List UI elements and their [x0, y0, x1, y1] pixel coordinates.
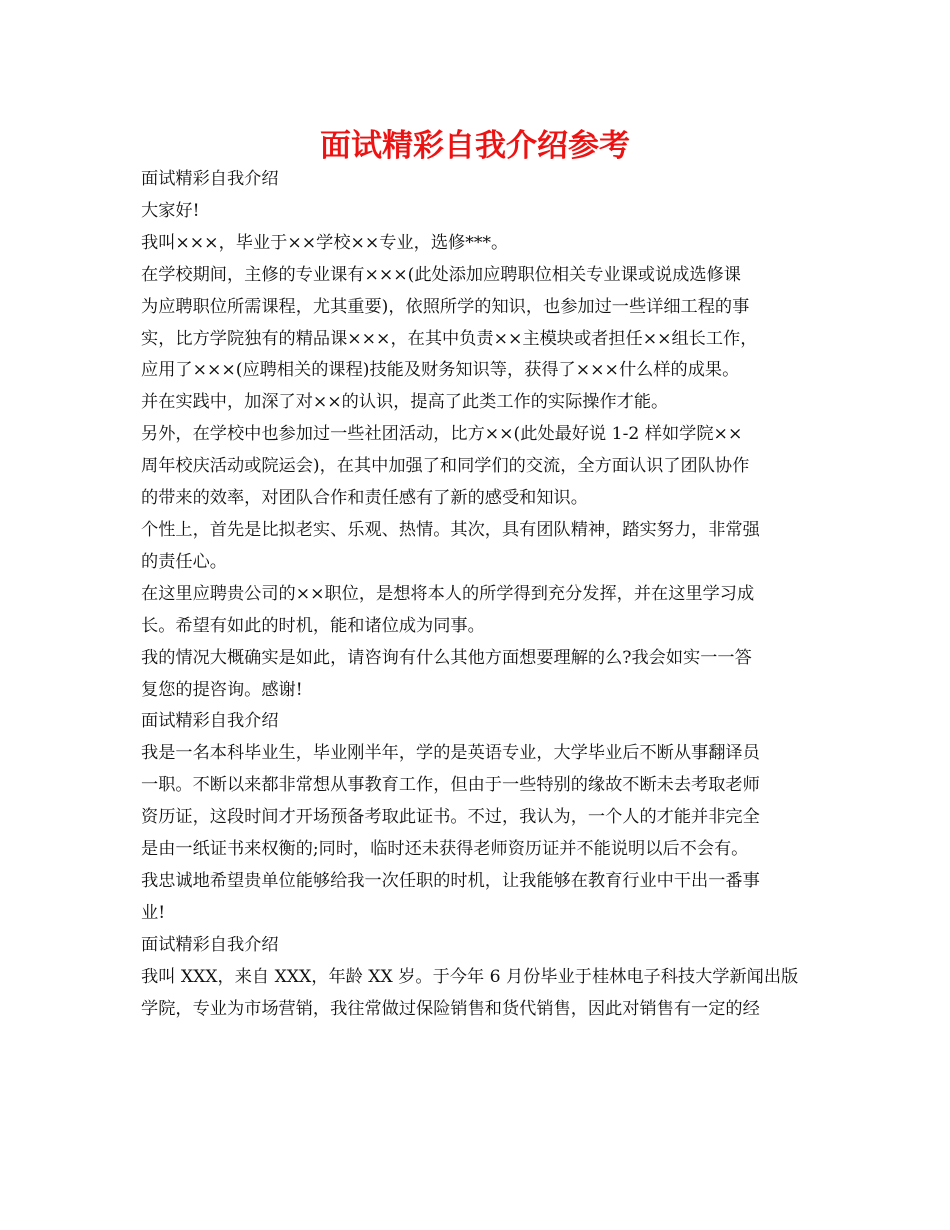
body-line: 我忠诚地希望贵单位能够给我一次任职的时机，让我能够在教育行业中干出一番事	[141, 870, 760, 891]
body-line: 一职。不断以来都非常想从事教育工作，但由于一些特别的缘故不断未去考取老师	[141, 775, 760, 796]
body-line: 学院，专业为市场营销，我往常做过保险销售和货代销售，因此对销售有一定的经	[141, 998, 760, 1019]
body-line: 长。希望有如此的时机，能和诸位成为同事。	[141, 615, 485, 636]
body-line: 大家好!	[141, 200, 200, 221]
body-line: 业!	[141, 902, 166, 923]
body-line: 个性上，首先是比拟老实、乐观、热情。其次，具有团队精神，踏实努力，非常强	[141, 519, 760, 540]
body-line: 并在实践中，加深了对××的认识，提高了此类工作的实际操作才能。	[141, 392, 669, 413]
document-body	[141, 164, 817, 1025]
body-line: 为应聘职位所需课程，尤其重要)，依照所学的知识，也参加过一些详细工程的事	[141, 296, 750, 317]
body-line: 在学校期间，主修的专业课有×××(此处添加应聘职位相关专业课或说成选修课	[141, 264, 741, 285]
body-line: 是由一纸证书来权衡的;同时，临时还未获得老师资历证并不能说明以后不会有。	[141, 839, 749, 860]
body-line: 我是一名本科毕业生，毕业刚半年，学的是英语专业，大学毕业后不断从事翻译员	[141, 743, 760, 764]
body-line: 的责任心。	[141, 551, 227, 572]
body-line: 应用了×××(应聘相关的课程)技能及财务知识等，获得了×××什么样的成果。	[141, 360, 740, 381]
body-line: 的带来的效率，对团队合作和责任感有了新的感受和知识。	[141, 488, 588, 509]
body-line: 另外，在学校中也参加过一些社团活动，比方××(此处最好说 1-2 样如学院××	[141, 424, 743, 445]
body-line: 我的情况大概确实是如此，请咨询有什么其他方面想要理解的么?我会如实一一答	[141, 647, 752, 668]
body-line: 我叫×××，毕业于××学校××专业，选修***。	[141, 232, 509, 253]
body-line: 复您的提咨询。感谢!	[141, 679, 303, 700]
body-line: 在这里应聘贵公司的××职位，是想将本人的所学得到充分发挥，并在这里学习成	[141, 583, 755, 604]
body-line: 实，比方学院独有的精品课×××，在其中负责××主模块或者担任××组长工作，	[141, 328, 758, 349]
body-line: 面试精彩自我介绍	[141, 169, 279, 189]
document-title: 面试精彩自我介绍参考	[320, 128, 630, 164]
body-line: 面试精彩自我介绍	[141, 934, 279, 955]
body-line: 资历证，这段时间才开场预备考取此证书。不过，我认为，一个人的才能并非完全	[141, 807, 760, 828]
body-line: 周年校庆活动或院运会)，在其中加强了和同学们的交流，全方面认识了团队协作	[141, 456, 750, 477]
body-line: 我叫 XXX，来自 XXX，年龄 XX 岁。于今年 6 月份毕业于桂林电子科技大学新闻出版	[141, 966, 799, 987]
body-line: 面试精彩自我介绍	[141, 711, 279, 732]
